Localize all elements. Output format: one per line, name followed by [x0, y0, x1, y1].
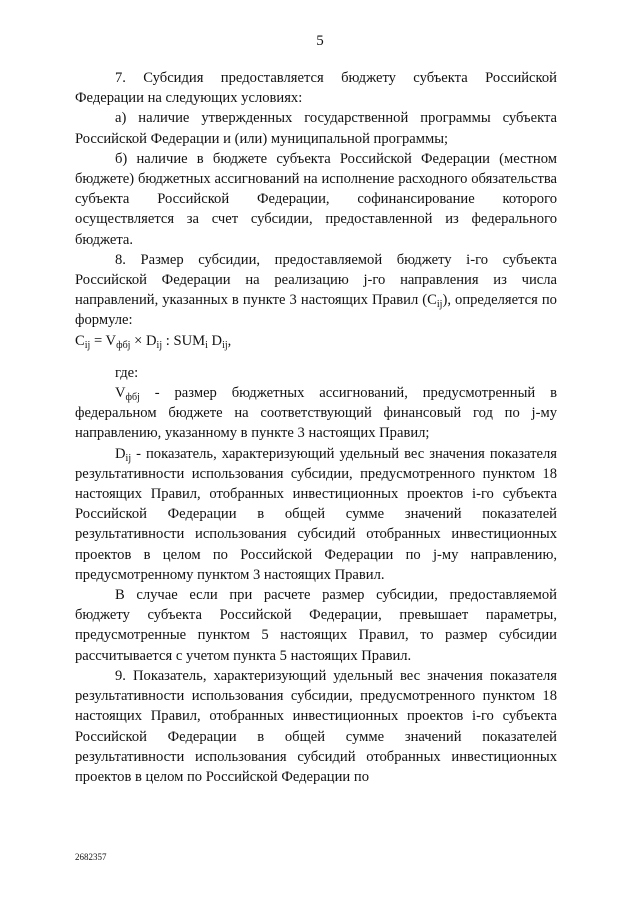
formula-v-sub: фбj: [116, 339, 131, 351]
paragraph-case: В случае если при расчете размер субсидии, предоставляемой бюджету субъекта Российской Федерации, превышает параметры, предусмотренные пунктом 5 настоящих Правил, то размер субсидии рассчитывается с учетом пункта 5 настоящих Правил.: [75, 587, 557, 664]
d-text: - показатель, характеризующий удельный вес значения показателя результативности использования субсидии, предусмотренного пунктом 18 настоящих Правил, отобранных инвестиционных проектов i-го субъекта Российской Федерации в общей сумме значений показателей результативности использования субсидий отобранных инвестиционных проектов в целом по Российской Федерации по j-му направлению, предусмотренному пунктом 3 настоящих Правил.: [75, 445, 557, 583]
vf-sub: фбj: [125, 392, 140, 404]
vf-symbol: V: [115, 385, 126, 402]
formula-c-sub: ij: [84, 339, 91, 351]
definition-d: [75, 444, 557, 585]
formula-times: × D: [130, 332, 157, 349]
paragraph-7a: а) наличие утвержденных государственной программы субъекта Российской Федерации и (или) муниципальной программы;: [75, 110, 557, 147]
d-sub: ij: [125, 452, 132, 464]
formula-sum-sub: i: [205, 339, 208, 351]
d-symbol: D: [115, 445, 126, 462]
formula-d2: D: [207, 332, 223, 349]
formula: [75, 331, 557, 351]
document-body: [75, 68, 557, 787]
vf-text: - размер бюджетных ассигнований, предусмотренный в федеральном бюджете на соответствующий финансовый год по j-му направлению, указанному в пункте 3 настоящих Правил;: [75, 385, 557, 442]
formula-tail: ,: [227, 332, 232, 349]
where-label: где:: [115, 364, 139, 381]
paragraph-8-sub: ij: [436, 299, 443, 311]
page-number: 5: [316, 33, 324, 49]
formula-d-sub: ij: [156, 339, 163, 351]
formula-eq: = V: [90, 332, 117, 349]
paragraph-8: [75, 250, 557, 331]
paragraph-7b: б) наличие в бюджете субъекта Российской Федерации (местном бюджете) бюджетных ассигнований на исполнение расходного обязательства субъекта Российской Федерации, софинансирование которого осуществляется за счет субсидии, предоставленной из федерального бюджета.: [75, 150, 557, 248]
document-code: 2682357: [75, 852, 107, 862]
formula-c: C: [75, 332, 85, 349]
paragraph-8-text-b: ), определяется по формуле:: [75, 292, 557, 329]
paragraph-9: 9. Показатель, характеризующий удельный вес значения показателя результативности использования субсидии, предусмотренного пунктом 18 настоящих Правил, отобранных инвестиционных проектов i-го субъекта Российской Федерации в общей сумме значений показателей результативности использования субсидий отобранных инвестиционных проектов в целом по Российской Федерации по: [75, 667, 557, 785]
formula-sum: : SUM: [162, 332, 206, 349]
definition-vf: [75, 383, 557, 444]
formula-d2-sub: ij: [222, 339, 228, 351]
paragraph-7: 7. Субсидия предоставляется бюджету субъекта Российской Федерации на следующих условиях:: [75, 70, 557, 107]
paragraph-8-text-a: 8. Размер субсидии, предоставляемой бюджету i-го субъекта Российской Федерации на реализацию j-го направления из числа направлений, указанных в пункте 3 настоящих Правил (C: [75, 251, 557, 309]
